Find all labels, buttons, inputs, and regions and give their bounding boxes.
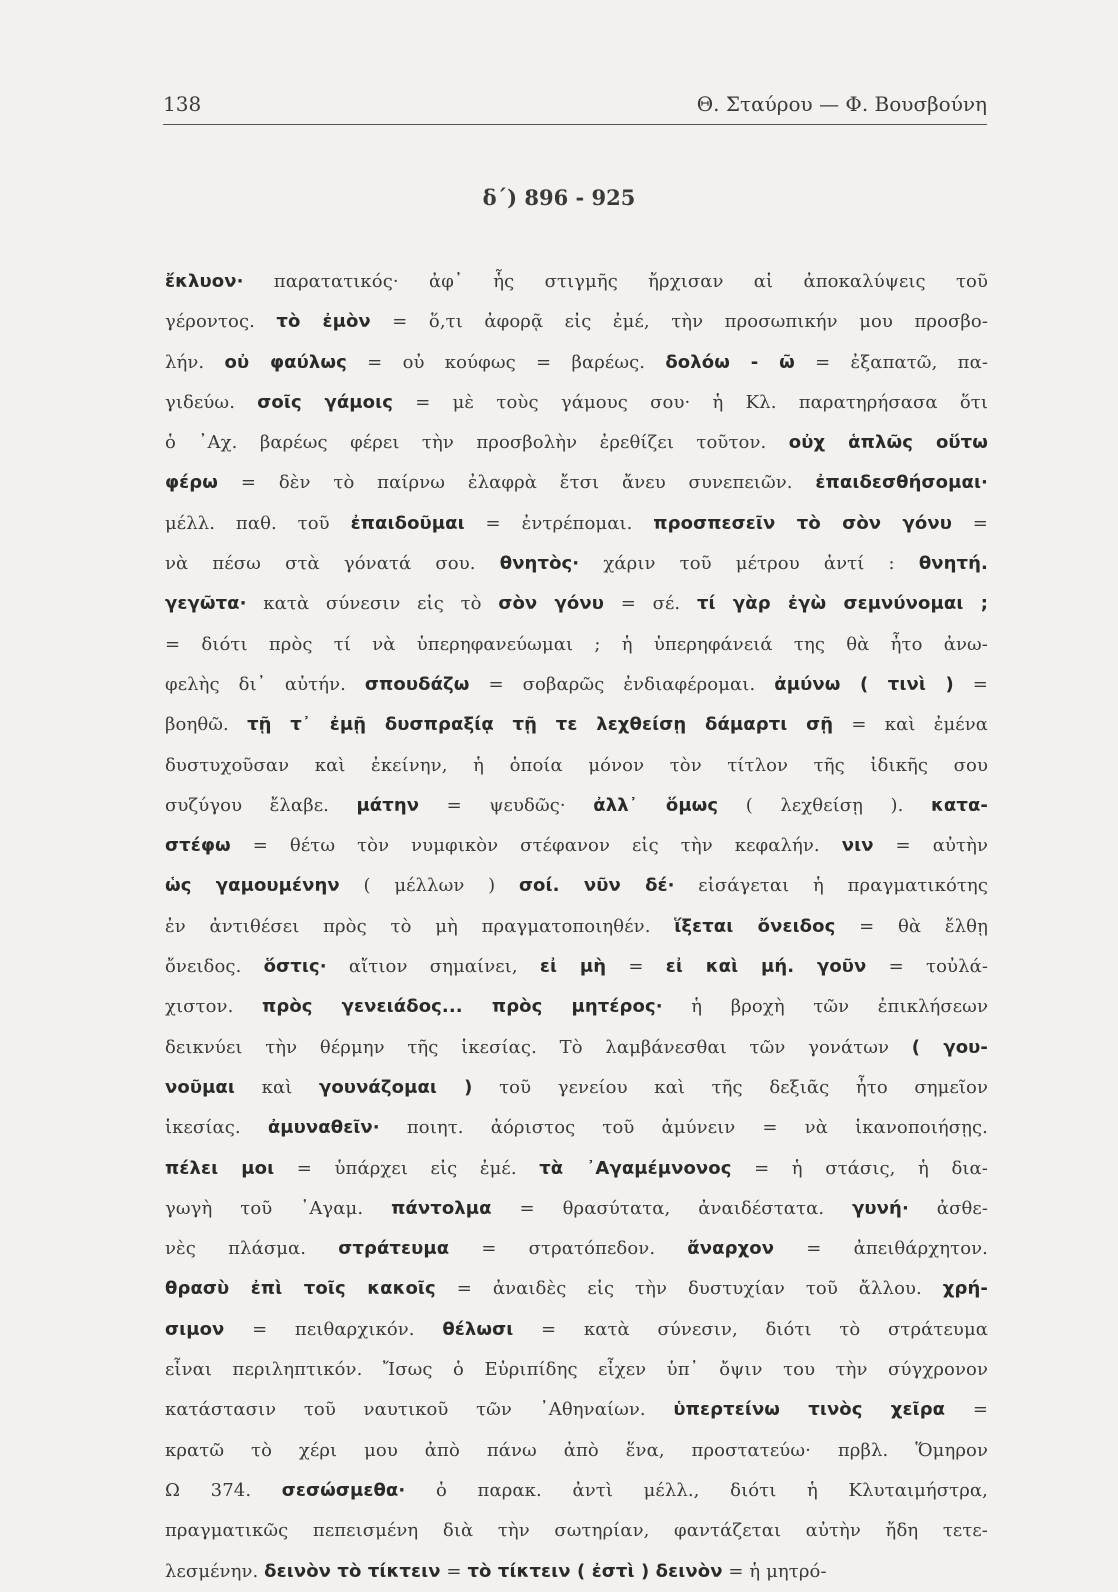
text-line: [165, 1552, 988, 1592]
gloss-text: = τοὐλά-: [866, 956, 988, 978]
lemma-term: δεινὸν τὸ τίκτειν: [264, 1560, 441, 1582]
text-line: [165, 1310, 988, 1350]
text-line: [165, 947, 988, 987]
lemma-term: τί γὰρ ἐγὼ σεμνύνομαι ;: [696, 593, 988, 615]
gloss-text: ὁ παρακ. ἀντὶ μέλλ., διότι ἡ Κλυταιμήστρα,: [405, 1479, 988, 1501]
lemma-term: προσπεσεῖν τὸ σὸν γόνυ: [653, 512, 952, 534]
gloss-text: = διότι πρὸς τί νὰ ὑπερηφανεύωμαι ; ἡ ὑπερηφάνειά της θὰ ἦτο ἀνω-: [165, 633, 988, 655]
text-line: [165, 1068, 988, 1108]
lemma-term: τῇ τ᾿ ἐμῇ δυσπραξίᾳ τῇ τε λεχθείσῃ δάμαρτι σῇ: [247, 714, 834, 736]
gloss-text: = ἡ στάσις, ἡ δια-: [731, 1157, 988, 1179]
text-line: [165, 665, 988, 705]
gloss-text: = δὲν τὸ παίρνω ἐλαφρὰ ἔτσι ἄνευ συνεπειῶν.: [218, 472, 816, 494]
gloss-text: =: [440, 1560, 468, 1582]
text-line: [165, 262, 988, 302]
gloss-text: χιστον.: [165, 996, 262, 1018]
lemma-term: πάντολμα: [391, 1197, 492, 1219]
lemma-term: τὰ ᾿Αγαμέμνονος: [539, 1157, 732, 1179]
lemma-term: ἵξεται ὄνειδος: [674, 915, 836, 937]
lemma-term: ὅστις·: [263, 956, 327, 978]
gloss-text: κατὰ σύνεσιν εἰς τὸ: [246, 593, 499, 615]
lemma-term: ἀλλ᾿ ὅμως: [593, 794, 719, 816]
text-line: [165, 504, 988, 544]
commentary-text: [165, 262, 988, 1592]
gloss-text: = σέ.: [603, 593, 697, 615]
gloss-text: γέροντος.: [165, 311, 277, 333]
gloss-text: = ἡ μητρό-: [722, 1560, 827, 1582]
gloss-text: δυστυχοῦσαν καὶ ἐκείνην, ἡ ὁποία μόνον τὸν τίτλον τῆς ἰδικῆς σου: [165, 754, 988, 776]
text-line: [165, 1229, 988, 1269]
gloss-text: ( μέλλων ): [339, 875, 519, 897]
gloss-text: γιδεύω.: [165, 391, 258, 413]
lemma-term: εἰ καὶ μή. γοῦν: [665, 956, 867, 978]
gloss-text: μέλλ. παθ. τοῦ: [165, 512, 351, 534]
lemma-term: νοῦμαι: [165, 1076, 236, 1098]
gloss-text: βοηθῶ.: [165, 714, 248, 736]
gloss-text: Ω 374.: [165, 1479, 282, 1501]
gloss-text: αἴτιον σημαίνει,: [326, 956, 540, 978]
gloss-text: δεικνύει τὴν θέρμην τῆς ἱκεσίας. Τὸ λαμβάνεσθαι τῶν γονάτων: [165, 1036, 912, 1058]
lemma-term: ἔκλυον·: [165, 271, 244, 292]
gloss-text: ποιητ. ἀόριστος τοῦ ἀμύνειν = νὰ ἱκανοποιήσῃς.: [379, 1117, 988, 1139]
lemma-term: χρή-: [942, 1278, 988, 1300]
gloss-text: = καὶ ἐμένα: [833, 714, 988, 736]
lemma-term: θνητή.: [918, 553, 988, 575]
lemma-term: στέφω: [165, 835, 231, 857]
gloss-text: ἐν ἀντιθέσει πρὸς τὸ μὴ πραγματοποιηθέν.: [165, 915, 675, 937]
gloss-text: = στρατόπεδον.: [449, 1238, 688, 1260]
page-header: [163, 92, 987, 126]
text-line: [165, 544, 988, 584]
gloss-text: = ἐξαπατῶ, πα-: [794, 351, 988, 373]
text-line: [165, 826, 988, 866]
text-line: [165, 1471, 988, 1511]
lemma-term: ἄναρχον: [687, 1238, 775, 1260]
text-line: [165, 584, 988, 624]
lemma-term: οὐ φαύλως: [224, 351, 347, 373]
lemma-term: εἰ μὴ: [539, 956, 607, 978]
lemma-term: σοί. νῦν δέ·: [518, 875, 675, 897]
text-line: [165, 866, 988, 906]
lemma-term: θέλωσι: [442, 1318, 514, 1340]
lemma-term: κατα-: [931, 794, 988, 816]
lemma-term: ( γου-: [911, 1036, 988, 1058]
lemma-term: ἐπαιδεσθήσομαι·: [815, 472, 988, 494]
lemma-term: στράτευμα: [338, 1238, 450, 1260]
gloss-text: = αὐτὴν: [873, 835, 988, 857]
lemma-term: μάτην: [356, 794, 420, 816]
gloss-text: φελὴς δι᾿ αὐτήν.: [165, 673, 365, 695]
lemma-term: θνητὸς·: [499, 553, 580, 575]
lemma-term: σιμον: [165, 1318, 225, 1340]
gloss-text: συζύγου ἔλαβε.: [165, 794, 357, 816]
gloss-text: λήν.: [165, 351, 225, 373]
text-line: [165, 463, 988, 503]
header-rule: [163, 124, 987, 125]
lemma-term: σὸν γόνυ: [498, 593, 604, 615]
gloss-text: = ὅ,τι ἀφορᾷ εἰς ἐμέ, τὴν προσωπικήν μου προσβο-: [370, 311, 988, 333]
text-line: [165, 1149, 988, 1189]
lemma-term: σπουδάζω: [364, 673, 470, 695]
gloss-text: ( λεχθείσῃ ).: [718, 794, 932, 816]
gloss-text: =: [951, 512, 988, 534]
text-line: [165, 786, 988, 826]
lemma-term: σεσώσμεθα·: [281, 1479, 406, 1501]
gloss-text: ὁ ᾿Αχ. βαρέως φέρει τὴν προσβολὴν ἐρεθίζει τοῦτον.: [165, 432, 789, 454]
gloss-text: τοῦ γενείου καὶ τῆς δεξιᾶς ἦτο σημεῖον: [472, 1076, 988, 1098]
gloss-text: = ὑπάρχει εἰς ἐμέ.: [274, 1157, 540, 1179]
gloss-text: = ἀναιδὲς εἰς τὴν δυστυχίαν τοῦ ἄλλου.: [435, 1278, 943, 1300]
text-line: [165, 1511, 988, 1551]
text-line: [165, 746, 988, 786]
gloss-text: κρατῶ τὸ χέρι μου ἀπὸ πάνω ἀπὸ ἕνα, προστατεύω· πρβλ. Ὅμηρον: [165, 1439, 988, 1461]
text-line: [165, 383, 988, 423]
text-line: [165, 1189, 988, 1229]
lemma-term: νιν: [841, 835, 874, 857]
text-line: [165, 302, 988, 342]
lemma-term: τὸ τίκτειν ( ἐστὶ ) δεινὸν: [467, 1560, 723, 1582]
text-line: [165, 1269, 988, 1309]
lemma-term: ἀμυναθεῖν·: [267, 1117, 380, 1139]
gloss-text: = θέτω τὸν νυμφικὸν στέφανον εἰς τὴν κεφαλήν.: [230, 835, 842, 857]
lemma-term: ἀμύνω ( τινὶ ): [774, 673, 954, 695]
lemma-term: οὐχ ἁπλῶς οὕτω: [788, 432, 988, 454]
text-line: [165, 1028, 988, 1068]
lemma-term: γουνάζομαι ): [318, 1076, 473, 1098]
gloss-text: χάριν τοῦ μέτρου ἀντί :: [579, 553, 919, 575]
gloss-text: ἡ βροχὴ τῶν ἐπικλήσεων: [662, 996, 988, 1018]
gloss-text: κατάστασιν τοῦ ναυτικοῦ τῶν ᾿Αθηναίων.: [165, 1399, 674, 1421]
gloss-text: = ἐντρέπομαι.: [464, 512, 654, 534]
text-line: [165, 1390, 988, 1430]
gloss-text: εἰσάγεται ἡ πραγματικότης: [674, 875, 988, 897]
gloss-text: λεσμένην.: [165, 1560, 265, 1582]
gloss-text: =: [945, 1399, 988, 1421]
gloss-text: ὄνειδος.: [165, 956, 264, 978]
text-line: [165, 625, 988, 665]
lemma-term: τὸ ἐμὸν: [276, 311, 371, 333]
gloss-text: νὰ πέσω στὰ γόνατά σου.: [165, 553, 500, 575]
gloss-text: = πειθαρχικόν.: [224, 1318, 443, 1340]
section-title: δ΄) 896 - 925: [482, 185, 636, 210]
lemma-term: φέρω: [165, 472, 219, 494]
gloss-text: ἀσθε-: [908, 1197, 988, 1219]
lemma-term: θρασὺ ἐπὶ τοῖς κακοῖς: [165, 1278, 436, 1300]
text-line: [165, 1350, 988, 1390]
gloss-text: =: [606, 956, 666, 978]
gloss-text: = ψευδῶς·: [419, 794, 594, 816]
text-line: [165, 705, 988, 745]
text-line: [165, 1431, 988, 1471]
gloss-text: = θρασύτατα, ἀναιδέστατα.: [491, 1197, 853, 1219]
gloss-text: = σοβαρῶς ἐνδιαφέρομαι.: [469, 673, 775, 695]
gloss-text: γωγὴ τοῦ ᾿Αγαμ.: [165, 1197, 392, 1219]
gloss-text: εἶναι περιληπτικόν. Ἴσως ὁ Εὐριπίδης εἶχεν ὑπ᾿ ὄψιν του τὴν σύγχρονον: [165, 1359, 988, 1381]
gloss-text: καὶ: [235, 1076, 319, 1098]
lemma-term: ὑπερτείνω τινὸς χεῖρα: [673, 1399, 946, 1421]
gloss-text: =: [953, 673, 988, 695]
lemma-term: πέλει μοι: [165, 1157, 275, 1179]
lemma-term: σοῖς γάμοις: [257, 391, 394, 413]
gloss-text: = οὐ κούφως = βαρέως.: [346, 351, 666, 373]
gloss-text: = κατὰ σύνεσιν, διότι τὸ στράτευμα: [513, 1318, 988, 1340]
lemma-term: γεγῶτα·: [165, 593, 247, 615]
gloss-text: = ἀπειθάρχητον.: [774, 1238, 988, 1260]
lemma-term: δολόω - ῶ: [665, 351, 795, 373]
lemma-term: γυνή·: [852, 1197, 909, 1219]
text-line: [165, 343, 988, 383]
text-line: [165, 987, 988, 1027]
gloss-text: πραγματικῶς πεπεισμένη διὰ τὴν σωτηρίαν, φαντάζεται αὐτὴν ἤδη τετε-: [165, 1520, 988, 1542]
lemma-term: πρὸς γενειάδος... πρὸς μητέρος·: [262, 996, 663, 1018]
text-line: [165, 423, 988, 463]
text-line: [165, 907, 988, 947]
lemma-term: ἐπαιδοῦμαι: [350, 512, 465, 534]
gloss-text: = θὰ ἔλθῃ: [835, 915, 988, 937]
lemma-term: ὡς γαμουμένην: [165, 875, 340, 897]
gloss-text: = μὲ τοὺς γάμους σου· ἡ Κλ. παρατηρήσασα ὅτι: [393, 391, 988, 413]
running-title: Θ. Σταύρου — Φ. Βουσβούνη: [696, 92, 987, 116]
page-number: 138: [163, 92, 202, 116]
gloss-text: νὲς πλάσμα.: [165, 1238, 339, 1260]
text-line: [165, 1108, 988, 1148]
gloss-text: παρατατικός· ἀφ᾿ ἧς στιγμῆς ἤρχισαν αἱ ἀποκαλύψεις τοῦ: [243, 271, 988, 292]
gloss-text: ἱκεσίας.: [165, 1117, 268, 1139]
